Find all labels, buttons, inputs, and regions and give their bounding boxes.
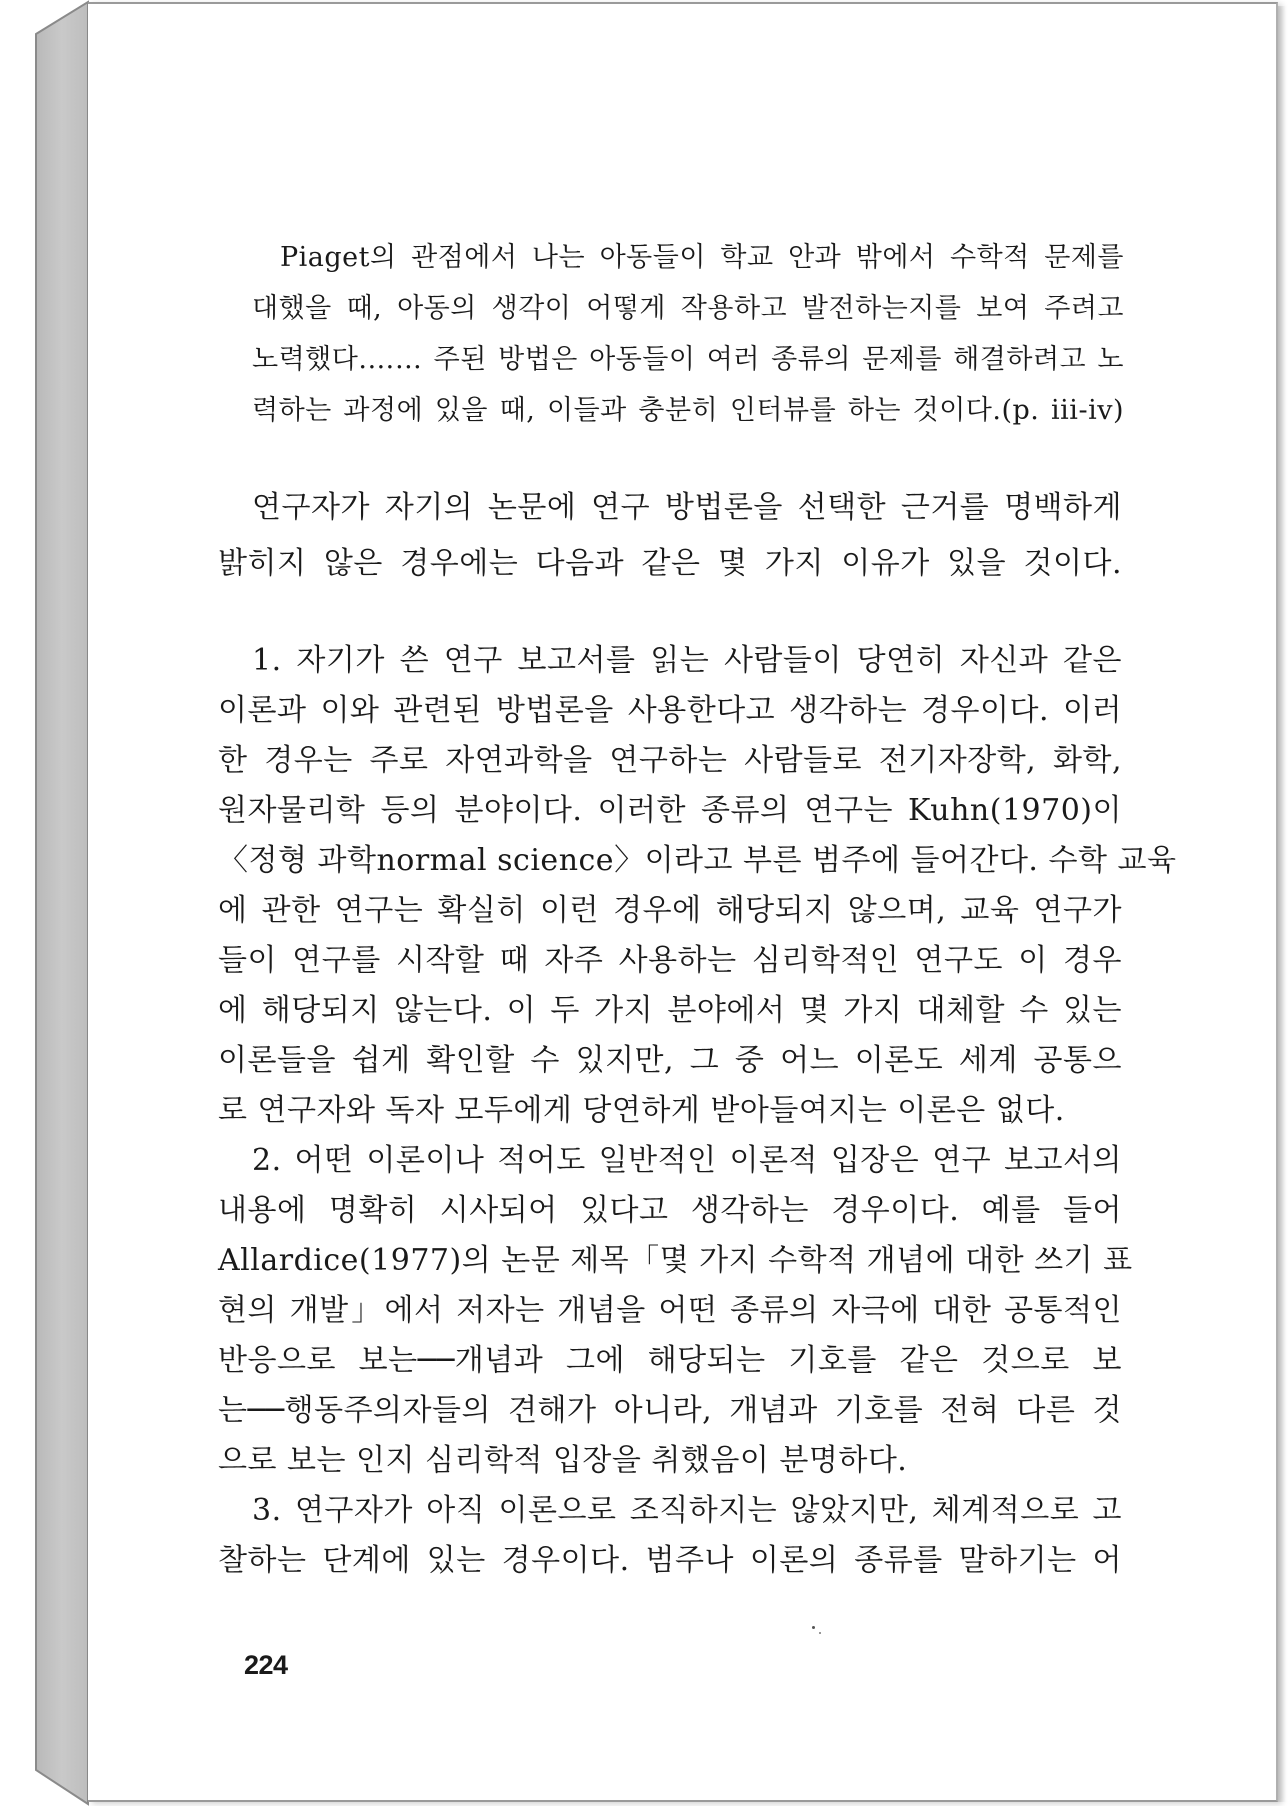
list-item-3-line: 3. 연구자가 아직 이론으로 조직하지는 않았지만, 체계적으로 고 (252, 1493, 1122, 1528)
list-item-1-line: 한 경우는 주로 자연과학을 연구하는 사람들로 전기자장학, 화학, (218, 743, 1122, 778)
list-item-1-line: 원자물리학 등의 분야이다. 이러한 종류의 연구는 Kuhn(1970)이 (218, 793, 1122, 828)
block-quote (252, 232, 1124, 436)
quote-line: Piaget의 관점에서 나는 아동들이 학교 안과 밖에서 수학적 문제를 (280, 242, 1124, 273)
quote-line: 력하는 과정에 있을 때, 이들과 충분히 인터뷰를 하는 것이다.(p. iii-iv) (252, 395, 1124, 426)
print-speck (819, 1632, 821, 1634)
print-speck (812, 1626, 815, 1629)
quote-line: 노력했다.…… 주된 방법은 아동들이 여러 종류의 문제를 해결하려고 노 (252, 344, 1124, 375)
list-item-2-line: 반응으로 보는──개념과 그에 해당되는 기호를 같은 것으로 보 (218, 1343, 1122, 1378)
book-spine-shape (0, 0, 90, 1806)
list-item-1-line: 이론과 이와 관련된 방법론을 사용한다고 생각하는 경우이다. 이러 (218, 693, 1122, 728)
page-shadow (1278, 6, 1286, 1802)
list-item-1-line: 〈정형 과학normal science〉이라고 부른 범주에 들어간다. 수학 교육 (218, 843, 1177, 878)
intro-paragraph (218, 480, 1122, 592)
list-item-2-line: 2. 어떤 이론이나 적어도 일반적인 이론적 입장은 연구 보고서의 (252, 1143, 1122, 1178)
reasons-list (218, 636, 1177, 1586)
list-item-2-line: 으로 보는 인지 심리학적 입장을 취했음이 분명하다. (218, 1443, 908, 1478)
list-item-1-line: 이론들을 쉽게 확인할 수 있지만, 그 중 어느 이론도 세계 공통으 (218, 1043, 1122, 1078)
page-number: 224 (244, 1650, 288, 1680)
list-item-2-line: 내용에 명확히 시사되어 있다고 생각하는 경우이다. 예를 들어 (218, 1193, 1122, 1228)
list-item-1-line: 에 해당되지 않는다. 이 두 가지 분야에서 몇 가지 대체할 수 있는 (218, 993, 1122, 1028)
list-item-2-line: 는──행동주의자들의 견해가 아니라, 개념과 기호를 전혀 다른 것 (218, 1393, 1122, 1428)
list-item-1-line: 1. 자기가 쓴 연구 보고서를 읽는 사람들이 당연히 자신과 같은 (252, 643, 1122, 678)
list-item-1-line: 로 연구자와 독자 모두에게 당연하게 받아들여지는 이론은 없다. (218, 1093, 1065, 1128)
list-item-3-line: 찰하는 단계에 있는 경우이다. 범주나 이론의 종류를 말하기는 어 (218, 1543, 1122, 1578)
quote-line: 대했을 때, 아동의 생각이 어떻게 작용하고 발전하는지를 보여 주려고 (252, 293, 1124, 324)
list-item-1-line: 에 관한 연구는 확실히 이런 경우에 해당되지 않으며, 교육 연구가 (218, 893, 1122, 928)
list-item-2-line: Allardice(1977)의 논문 제목「몇 가지 수학적 개념에 대한 쓰기 표 (218, 1243, 1133, 1278)
book-spine-edge (0, 0, 90, 1806)
list-item-1-line: 들이 연구를 시작할 때 자주 사용하는 심리학적인 연구도 이 경우 (218, 943, 1122, 978)
paragraph-line: 밝히지 않은 경우에는 다음과 같은 몇 가지 이유가 있을 것이다. (218, 546, 1122, 581)
list-item-2-line: 현의 개발」에서 저자는 개념을 어떤 종류의 자극에 대한 공통적인 (218, 1293, 1122, 1328)
paragraph-line: 연구자가 자기의 논문에 연구 방법론을 선택한 근거를 명백하게 (252, 490, 1122, 525)
